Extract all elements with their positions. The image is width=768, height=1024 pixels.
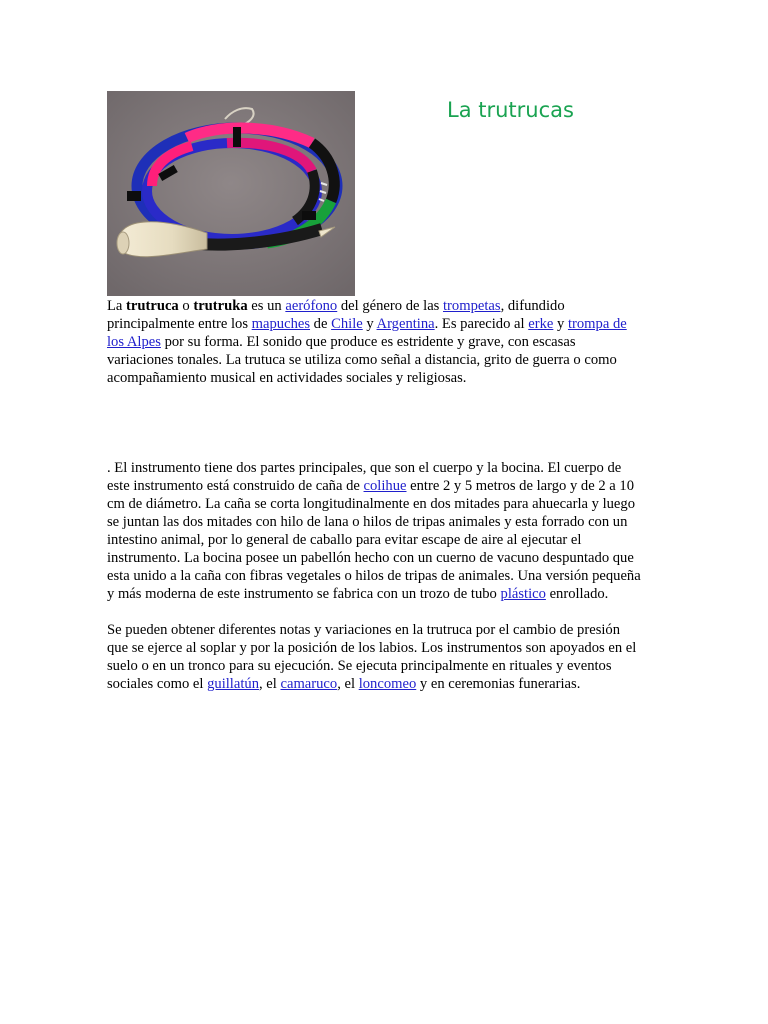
text-line <box>107 513 665 531</box>
text-run: por su forma. El sonido que produce es estridente y grave, con escasas <box>160 334 576 350</box>
text-line <box>107 495 665 513</box>
text-run: , el <box>337 676 359 692</box>
text-run: y <box>362 316 377 332</box>
wiki-link[interactable]: erke <box>528 316 554 332</box>
text-run: que se ejerce al soplar y por la posición de los labios. Los instrumentos son apoyados en el <box>107 640 637 656</box>
wiki-link[interactable]: colihue <box>363 478 407 494</box>
text-line <box>107 459 665 477</box>
text-run: sociales como el <box>107 676 208 692</box>
wiki-link[interactable]: trompetas <box>443 298 501 314</box>
text-run: enrollado. <box>545 586 609 602</box>
text-run: esta unido a la caña con fibras vegetales o hilos de tripas de animales. Una versión pequeña <box>107 568 641 584</box>
text-run: es un <box>247 298 286 314</box>
wiki-link[interactable]: plástico <box>500 586 546 602</box>
wiki-link[interactable]: loncomeo <box>358 676 417 692</box>
page-title: La trutrucas <box>447 98 574 122</box>
text-line <box>107 549 665 567</box>
text-run: o <box>178 298 194 314</box>
text-line <box>107 585 665 603</box>
text-line <box>107 315 665 333</box>
text-run: y en ceremonias funerarias. <box>416 676 581 692</box>
text-line <box>107 351 665 369</box>
text-run: . Es parecido al <box>434 316 529 332</box>
text-line <box>107 567 665 585</box>
text-run: instrumento. La bocina posee un pabellón hecho con un cuerno de vacuno despuntado que <box>107 550 634 566</box>
wiki-link[interactable]: aerófono <box>285 298 338 314</box>
text-run: , difundido <box>500 298 565 314</box>
text-line <box>107 621 665 639</box>
text-line <box>107 675 665 693</box>
text-run: acompañamiento musical en actividades sociales y religiosas. <box>107 370 467 386</box>
text-run: . El instrumento tiene dos partes principales, que son el cuerpo y la bocina. El cuerpo de <box>107 460 622 476</box>
text-run: cm de diámetro. La caña se corta longitudinalmente en dos mitades para ahuecarla y luego <box>107 496 635 512</box>
wiki-link[interactable]: los Alpes <box>107 334 161 350</box>
wiki-link[interactable]: Argentina <box>376 316 435 332</box>
text-line <box>107 657 665 675</box>
text-run: se juntan las dos mitades con hilo de lana o hilos de tripas animales y esta forrado con un <box>107 514 628 530</box>
bold-term: trutruca <box>126 298 179 314</box>
bold-term: trutruka <box>193 298 248 314</box>
text-run: del género de las <box>337 298 443 314</box>
wiki-link[interactable]: mapuches <box>251 316 311 332</box>
text-run: y <box>553 316 568 332</box>
text-run: La <box>107 298 127 314</box>
text-run: Se pueden obtener diferentes notas y variaciones en la trutruca por el cambio de presión <box>107 622 621 638</box>
text-line <box>107 297 665 315</box>
trutruca-photo <box>107 91 355 296</box>
text-run: principalmente entre los <box>107 316 252 332</box>
text-line <box>107 369 665 387</box>
paragraph-usage <box>107 621 665 693</box>
text-run: intestino animal, por lo general de caballo para evitar escape de aire al ejecutar el <box>107 532 582 548</box>
text-run: suelo o en un tronco para su ejecución. Se ejecuta principalmente en rituales y eventos <box>107 658 612 674</box>
text-run: este instrumento está construido de caña de <box>107 478 364 494</box>
wiki-link[interactable]: camaruco <box>280 676 338 692</box>
text-run: y más moderna de este instrumento se fabrica con un trozo de tubo <box>107 586 501 602</box>
paragraph-intro <box>107 297 665 387</box>
text-run: variaciones tonales. La trutuca se utiliza como señal a distancia, grito de guerra o como <box>107 352 617 368</box>
paragraph-parts <box>107 459 665 603</box>
text-run: , el <box>259 676 281 692</box>
text-run: entre 2 y 5 metros de largo y de 2 a 10 <box>406 478 634 494</box>
text-line <box>107 477 665 495</box>
wiki-link[interactable]: guillatún <box>207 676 259 692</box>
text-line <box>107 639 665 657</box>
wiki-link[interactable]: trompa de <box>567 316 627 332</box>
text-line <box>107 333 665 351</box>
wiki-link[interactable]: Chile <box>331 316 363 332</box>
text-line <box>107 531 665 549</box>
text-run: de <box>310 316 332 332</box>
